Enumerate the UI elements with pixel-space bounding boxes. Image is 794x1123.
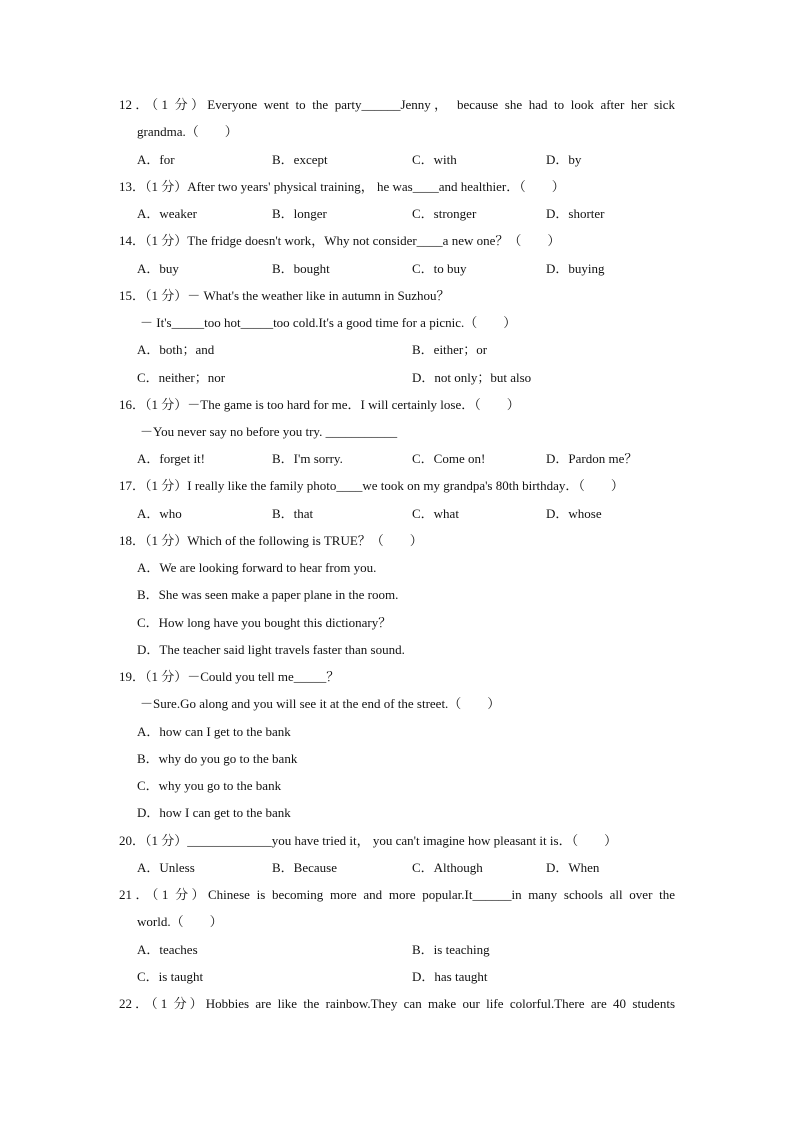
option-18-c: C．How long have you bought this dictionary？ — [137, 615, 392, 630]
option-13-c: C．stronger — [412, 206, 477, 221]
option-21-c: C．is taught — [137, 969, 204, 984]
option-14-c: C．to buy — [412, 261, 467, 276]
option-14-a: A．buy — [137, 261, 179, 276]
option-12-b: B．except — [272, 152, 328, 167]
option-21-d: D．has taught — [412, 969, 488, 984]
option-17-b: B．that — [272, 506, 314, 521]
option-15-c: C．neither；nor — [137, 370, 226, 385]
option-12-c: C．with — [412, 152, 457, 167]
question-18: 18．（1 分）Which of the following is TRUE？（ ） — [119, 533, 423, 548]
question-21-line-1: 21．（1 分）Chinese is becoming more and more popular.It______in many schools all over the — [119, 887, 675, 902]
question-17: 17．（1 分）I really like the family photo____we took on my grandpa's 80th birthday．（ ） — [119, 478, 624, 493]
question-16: 16．（1 分）－The game is too hard for me．I will certainly lose．（ ） — [119, 397, 520, 412]
question-12-line-1: 12．（1 分）Everyone went to the party______Jenny， because she had to look after her sick — [119, 97, 675, 112]
question-19-reply: －Sure.Go along and you will see it at the end of the street.（ ） — [140, 696, 501, 711]
question-15-reply: － It's_____too hot_____too cold.It's a good time for a picnic.（ ） — [140, 315, 517, 330]
option-20-a: A．Unless — [137, 860, 195, 875]
option-14-b: B．bought — [272, 261, 330, 276]
option-21-b: B．is teaching — [412, 942, 490, 957]
question-12-line-2: grandma.（ ） — [137, 124, 238, 139]
option-14-d: D．buying — [546, 261, 605, 276]
option-17-c: C．what — [412, 506, 459, 521]
option-18-a: A．We are looking forward to hear from you. — [137, 560, 377, 575]
option-13-b: B．longer — [272, 206, 327, 221]
option-18-b: B．She was seen make a paper plane in the room. — [137, 587, 399, 602]
option-15-b: B．either；or — [412, 342, 488, 357]
question-13: 13．（1 分）After two years' physical training， he was____and healthier．（ ） — [119, 179, 565, 194]
question-16-reply: －You never say no before you try. ___________ — [140, 424, 398, 439]
option-19-b: B．why do you go to the bank — [137, 751, 298, 766]
option-16-b: B．I'm sorry. — [272, 451, 343, 466]
option-16-c: C．Come on! — [412, 451, 486, 466]
question-20: 20．（1 分）_____________you have tried it， you can't imagine how pleasant it is．（ ） — [119, 833, 618, 848]
option-21-a: A．teaches — [137, 942, 198, 957]
option-16-a: A．forget it! — [137, 451, 205, 466]
option-17-a: A．who — [137, 506, 182, 521]
option-17-d: D．whose — [546, 506, 602, 521]
option-15-d: D．not only；but also — [412, 370, 532, 385]
option-20-b: B．Because — [272, 860, 337, 875]
option-19-a: A．how can I get to the bank — [137, 724, 291, 739]
option-20-c: C．Although — [412, 860, 483, 875]
question-21-line-2: world.（ ） — [137, 914, 223, 929]
option-16-d: D．Pardon me？ — [546, 451, 638, 466]
option-15-a: A．both；and — [137, 342, 215, 357]
option-20-d: D．When — [546, 860, 600, 875]
option-12-a: A．for — [137, 152, 175, 167]
option-19-c: C．why you go to the bank — [137, 778, 282, 793]
question-15: 15．（1 分）－ What's the weather like in autumn in Suzhou？ — [119, 288, 450, 303]
question-14: 14．（1 分）The fridge doesn't work，Why not consider____a new one？（ ） — [119, 233, 561, 248]
option-18-d: D．The teacher said light travels faster than sound. — [137, 642, 405, 657]
option-13-a: A．weaker — [137, 206, 197, 221]
question-22-line-1: 22．（1 分）Hobbies are like the rainbow.They can make our life colorful.There are 40 students — [119, 996, 675, 1011]
option-12-d: D．by — [546, 152, 582, 167]
question-19: 19．（1 分）－Could you tell me_____？ — [119, 669, 340, 684]
option-19-d: D．how I can get to the bank — [137, 805, 291, 820]
option-13-d: D．shorter — [546, 206, 605, 221]
